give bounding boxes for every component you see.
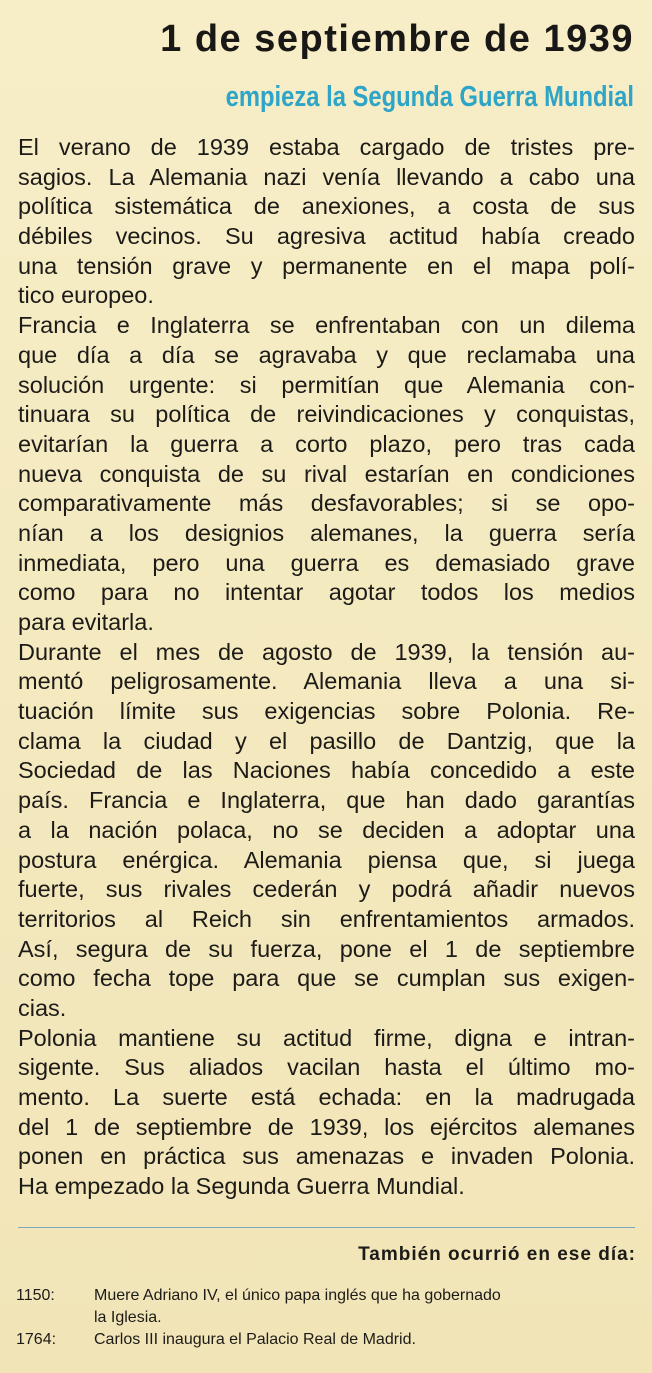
text-line: inmediata, pero una guerra es demasiado grave	[18, 549, 635, 576]
event-item	[16, 1285, 636, 1329]
section-divider	[18, 1227, 635, 1228]
event-item	[16, 1329, 636, 1351]
text-line: Así, segura de su fuerza, pone el 1 de septiembre	[18, 935, 635, 962]
text-line: que día a día se agravaba y que reclamaba una	[18, 341, 635, 368]
text-line: nueva conquista de su rival estarían en condiciones	[18, 460, 635, 487]
text-line: Francia e Inglaterra se enfrentaban con un dilema	[18, 312, 635, 339]
also-happened-heading: También ocurrió en ese día:	[358, 1244, 636, 1265]
event-description-line: la Iglesia.	[94, 1309, 162, 1326]
page-title: 1 de septiembre de 1939	[160, 18, 634, 60]
text-line: Durante el mes de agosto de 1939, la tensión au-	[18, 638, 635, 665]
text-line: nían a los designios alemanes, la guerra sería	[18, 519, 635, 546]
text-line: tico europeo.	[18, 282, 154, 309]
text-line: Ha empezado la Segunda Guerra Mundial.	[18, 1173, 465, 1200]
event-description	[94, 1285, 636, 1329]
text-line: tinuara su política de reivindicaciones y conquistas,	[18, 401, 635, 428]
paragraph-2	[18, 311, 635, 638]
text-line: fuerte, sus rivales cederán y podrá añadir nuevos	[18, 876, 635, 903]
paragraph-4	[18, 1024, 635, 1202]
event-description-line: Muere Adriano IV, el único papa inglés que ha gobernado	[94, 1287, 501, 1304]
paragraph-1	[18, 133, 635, 311]
text-line: país. Francia e Inglaterra, que han dado garantías	[18, 787, 635, 814]
text-line: cias.	[18, 994, 67, 1021]
text-line: El verano de 1939 estaba cargado de tristes pre-	[18, 134, 635, 160]
text-line: clama la ciudad y el pasillo de Dantzig, que la	[18, 727, 635, 754]
event-description-line: Carlos III inaugura el Palacio Real de Madrid.	[94, 1331, 416, 1348]
text-line: sagios. La Alemania nazi venía llevando a cabo una	[18, 163, 635, 190]
paragraph-3	[18, 638, 635, 1024]
event-description	[94, 1329, 636, 1351]
text-line: mentó peligrosamente. Alemania lleva a una si-	[18, 668, 635, 695]
text-line: ponen en práctica sus amenazas e invaden Polonia.	[18, 1143, 635, 1170]
text-line: como para no intentar agotar todos los medios	[18, 579, 635, 606]
text-line: postura enérgica. Alemania piensa que, si juega	[18, 846, 635, 873]
text-line: una tensión grave y permanente en el mapa polí-	[18, 252, 635, 279]
text-line: comparativamente más desfavorables; si se opo-	[18, 490, 635, 517]
event-year: 1150:	[16, 1287, 55, 1304]
events-list	[16, 1285, 636, 1351]
text-line: tuación límite sus exigencias sobre Polonia. Re-	[18, 698, 635, 725]
text-line: mento. La suerte está echada: en la madrugada	[18, 1084, 635, 1110]
text-line: territorios al Reich sin enfrentamientos armados.	[18, 905, 635, 932]
text-line: sigente. Sus aliados vacilan hasta el último mo-	[18, 1054, 635, 1081]
text-line: como fecha tope para que se cumplan sus exigen-	[18, 965, 635, 992]
page-subtitle: empieza la Segunda Guerra Mundial	[225, 81, 634, 113]
text-line: para evitarla.	[18, 609, 154, 635]
text-line: del 1 de septiembre de 1939, los ejércitos alemanes	[18, 1113, 635, 1140]
text-line: Polonia mantiene su actitud firme, digna e intran-	[18, 1024, 635, 1051]
text-line: evitarían la guerra a corto plazo, pero tras cada	[18, 430, 635, 457]
text-line: política sistemática de anexiones, a costa de sus	[18, 193, 635, 220]
text-line: solución urgente: si permitían que Alemania con-	[18, 371, 635, 398]
text-line: débiles vecinos. Su agresiva actitud había creado	[18, 223, 635, 250]
text-line: Sociedad de las Naciones había concedido a este	[18, 757, 635, 784]
article-body	[18, 133, 635, 1202]
text-line: a la nación polaca, no se deciden a adoptar una	[18, 816, 635, 843]
event-year: 1764:	[16, 1331, 57, 1348]
